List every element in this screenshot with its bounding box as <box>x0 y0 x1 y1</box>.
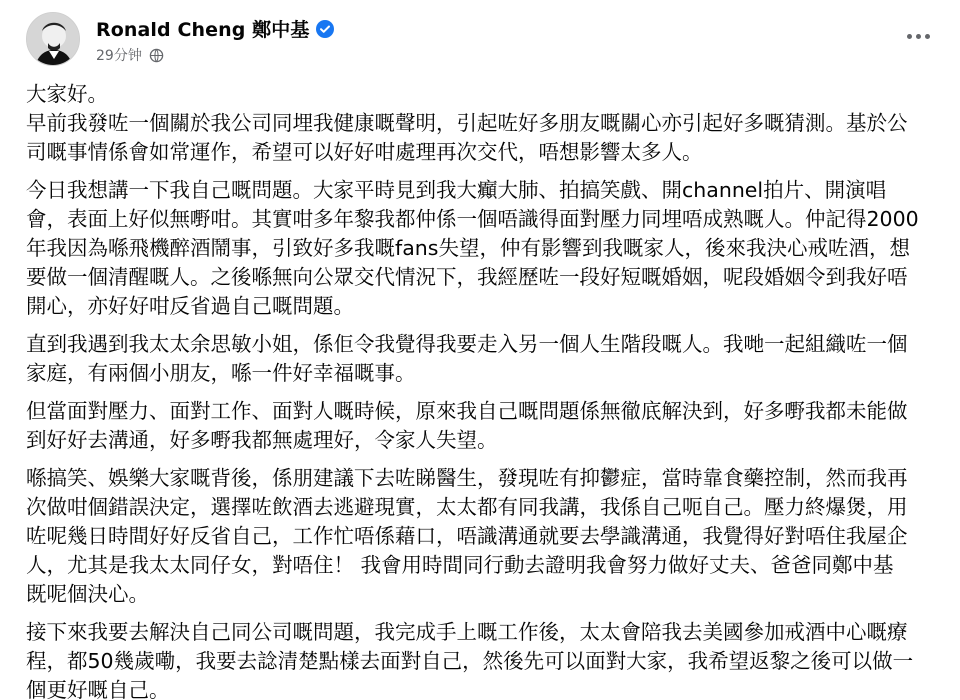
paragraph <box>26 80 946 167</box>
post-content <box>26 80 946 700</box>
post-text-line: 但當面對壓力、面對工作、面對人嘅時候，原來我自己嘅問題係無徹底解決到，好多嘢我都未能做 <box>26 399 908 423</box>
paragraph <box>26 397 946 455</box>
paragraph <box>26 176 946 321</box>
post-text-line: 咗呢幾日時間好好反省自己，工作忙唔係藉口，唔識溝通就要去學識溝通，我覺得好對唔住我屋企 <box>26 524 908 548</box>
post-text-line: 直到我遇到我太太余思敏小姐，係佢令我覺得我要走入另一個人生階段嘅人。我哋一起組織咗一個 <box>26 332 908 356</box>
post-text-line: 接下來我要去解決自己同公司嘅問題，我完成手上嘅工作後，太太會陪我去美國參加戒酒中心嘅療 <box>26 620 908 644</box>
post-text-line: 人，尤其是我太太同仔女，對唔住！ 我會用時間同行動去證明我會努力做好丈夫、爸爸同鄭中基 <box>26 553 894 577</box>
verified-badge-icon <box>316 20 334 38</box>
globe-icon <box>149 48 164 63</box>
avatar-portrait-icon <box>27 13 80 66</box>
author-line <box>96 15 334 42</box>
post-text-line: 個更好嘅自己。 <box>26 678 170 700</box>
post-text-line: 喺搞笑、娛樂大家嘅背後，係朋建議下去咗睇醫生，發現咗有抑鬱症，當時靠食藥控制，然而我再 <box>26 466 908 490</box>
post-text-line: 司嘅事情係會如常運作，希望可以好好咁處理再次交代，唔想影響太多人。 <box>26 140 703 164</box>
post-text-line: 年我因為喺飛機醉酒鬧事，引致好多我嘅fans失望，仲有影響到我嘅家人，後來我決心戒咗酒，想 <box>26 236 910 260</box>
more-dot-icon <box>925 34 930 39</box>
post-text-line: 次做咁個錯誤決定，選擇咗飲酒去逃避現實，太太都有同我講，我係自己呃自己。壓力終爆煲，用 <box>26 495 908 519</box>
more-options-button[interactable] <box>896 20 940 52</box>
post-text-line: 會，表面上好似無嘢咁。其實咁多年黎我都仲係一個唔識得面對壓力同埋唔成熟嘅人。仲記得2000 <box>26 207 919 231</box>
post-text-line: 家庭，有兩個小朋友，喺一件好幸福嘅事。 <box>26 361 416 385</box>
post-text-line: 既呢個決心。 <box>26 582 149 606</box>
author-name[interactable]: Ronald Cheng 鄭中基 <box>96 19 310 41</box>
post-text-line: 要做一個清醒嘅人。之後喺無向公眾交代情況下，我經歷咗一段好短嘅婚姻，呢段婚姻令到我好唔 <box>26 265 908 289</box>
post-text-line: 到好好去溝通，好多嘢我都無處理好，令家人失望。 <box>26 428 498 452</box>
post-header <box>26 8 940 72</box>
post-text-line: 開心，亦好好咁反省過自己嘅問題。 <box>26 294 354 318</box>
post-text-line: 今日我想講一下我自己嘅問題。大家平時見到我大癲大肺、拍搞笑戲、開channel拍片、開演唱 <box>26 178 887 202</box>
avatar[interactable] <box>26 12 80 66</box>
post-text-line: 大家好。 <box>26 82 108 106</box>
paragraph <box>26 330 946 388</box>
paragraph <box>26 618 946 700</box>
post-meta <box>96 45 164 65</box>
post-time[interactable]: 29分钟 <box>96 48 142 64</box>
post-text-line: 程，都50幾歲嘞，我要去諗清楚點樣去面對自己，然後先可以面對大家，我希望返黎之後可以做一 <box>26 649 914 673</box>
paragraph <box>26 464 946 609</box>
more-dot-icon <box>907 34 912 39</box>
more-dot-icon <box>916 34 921 39</box>
post-text-line: 早前我發咗一個關於我公司同埋我健康嘅聲明，引起咗好多朋友嘅關心亦引起好多嘅猜測。基於公 <box>26 111 908 135</box>
